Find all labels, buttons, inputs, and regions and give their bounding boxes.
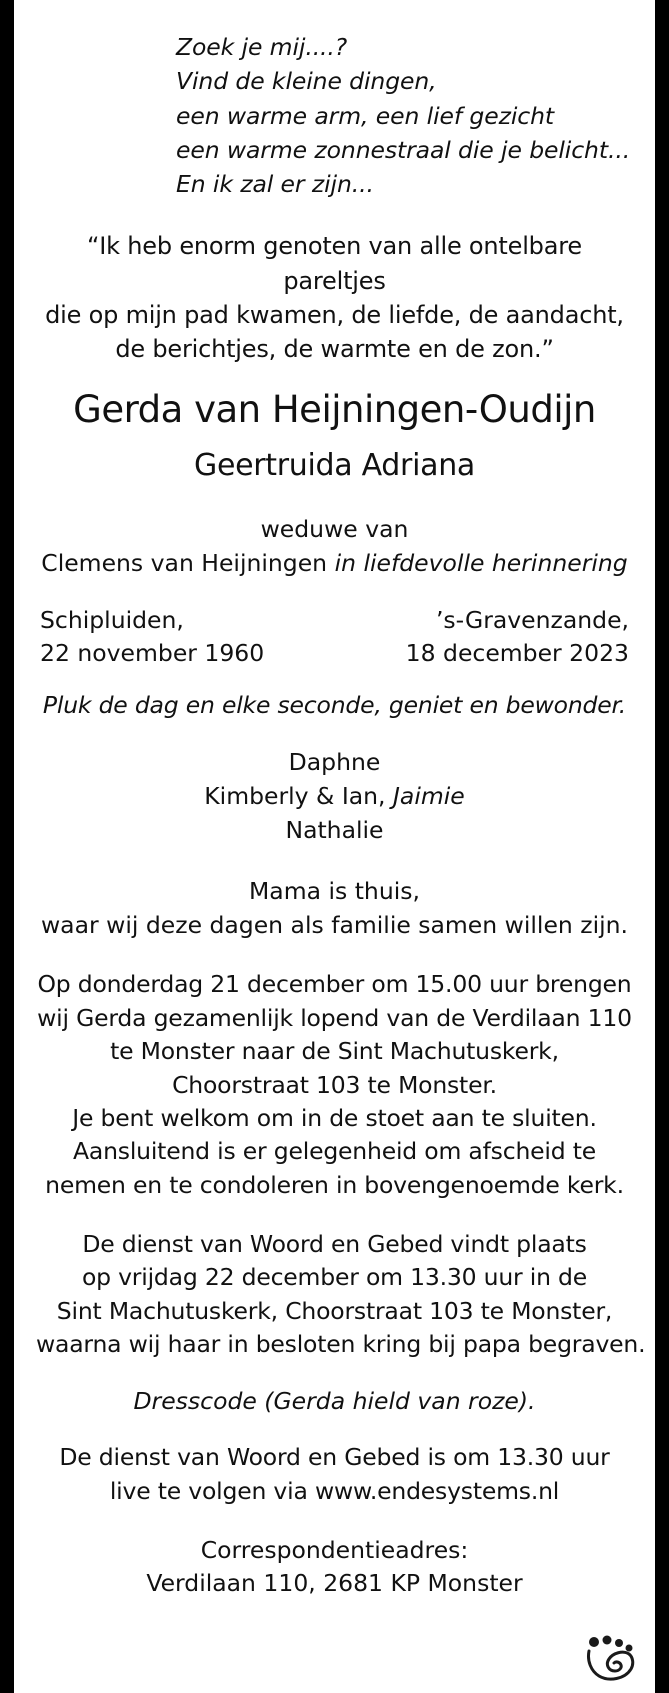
- birth-date: 22 november 1960: [40, 638, 265, 667]
- family-line: Nathalie: [285, 816, 384, 845]
- family-name-italic: Jaimie: [392, 782, 465, 811]
- correspondence-label: Correspondentieadres:: [200, 1536, 469, 1565]
- motto-text: Pluk de dag en elke seconde, geniet en bewonder.: [42, 691, 627, 720]
- home-note-line: waar wij deze dagen als familie samen willen zijn.: [40, 910, 629, 939]
- spouse-name: Clemens van Heijningen: [41, 548, 328, 577]
- poem-block: [176, 30, 633, 201]
- service-block: [36, 1228, 646, 1361]
- home-note-line: Mama is thuis,: [249, 877, 420, 906]
- quote-block: [36, 229, 633, 365]
- service-line: waarna wij haar in besloten kring bij papa begraven.: [36, 1330, 646, 1359]
- procession-line: te Monster naar de Sint Machutuskerk,: [110, 1037, 559, 1066]
- funeral-home-logo-icon: [585, 1635, 637, 1683]
- quote-line: die op mijn pad kwamen, de liefde, de aandacht,: [45, 300, 624, 329]
- livestream-line: live te volgen via www.endesystems.nl: [109, 1476, 560, 1505]
- quote-line: “Ik heb enorm genoten van alle ontelbare pareltjes: [87, 232, 582, 295]
- family-names: Kimberly & Ian,: [204, 782, 393, 811]
- quote-line: de berichtjes, de warmte en de zon.”: [115, 334, 554, 363]
- poem-line: een warme arm, een lief gezicht: [176, 101, 554, 130]
- service-line: op vrijdag 22 december om 13.30 uur in de: [81, 1263, 588, 1292]
- procession-block: [36, 968, 633, 1202]
- death-date: 18 december 2023: [405, 638, 629, 667]
- correspondence-block: [36, 1534, 633, 1601]
- correspondence-address: Verdilaan 110, 2681 KP Monster: [146, 1569, 523, 1598]
- livestream-line: De dienst van Woord en Gebed is om 13.30 uur: [59, 1443, 610, 1472]
- procession-line: Choorstraat 103 te Monster.: [172, 1070, 497, 1099]
- poem-line: Zoek je mij....?: [176, 33, 348, 61]
- death-block: [406, 604, 629, 669]
- service-line: Sint Machutuskerk, Choorstraat 103 te Monster,: [56, 1296, 613, 1325]
- poem-line: En ik zal er zijn...: [176, 170, 374, 199]
- dates-block: [36, 604, 633, 669]
- spouse-suffix: in liefdevolle herinnering: [334, 548, 628, 577]
- widow-block: [36, 513, 633, 580]
- livestream-block: [36, 1441, 633, 1508]
- deceased-name: Gerda van Heijningen-Oudijn: [73, 387, 596, 431]
- procession-line: wij Gerda gezamenlijk lopend van de Verdilaan 110: [37, 1003, 632, 1032]
- poem-line: Vind de kleine dingen,: [176, 67, 437, 96]
- poem-line: een warme zonnestraal die je belicht...: [176, 135, 631, 164]
- service-line: De dienst van Woord en Gebed vindt plaats: [82, 1229, 587, 1258]
- birth-block: [40, 604, 264, 669]
- birth-place: Schipluiden,: [40, 606, 184, 635]
- procession-line: Je bent welkom om in de stoet aan te sluiten.: [72, 1103, 597, 1132]
- procession-line: Aansluitend is er gelegenheid om afscheid te: [73, 1137, 596, 1166]
- widow-label: weduwe van: [260, 515, 409, 544]
- obituary-card: [14, 0, 655, 1693]
- deceased-full-name: Geertruida Adriana: [194, 448, 475, 484]
- procession-line: Op donderdag 21 december om 15.00 uur brengen: [37, 970, 632, 999]
- dresscode-text: Dresscode (Gerda hield van roze).: [133, 1387, 536, 1416]
- family-line: Daphne: [288, 748, 381, 777]
- home-note-block: [36, 875, 633, 942]
- family-line: [36, 779, 633, 813]
- death-place: ’s-Gravenzande,: [435, 606, 629, 635]
- procession-line: nemen en te condoleren in bovengenoemde kerk.: [45, 1170, 624, 1199]
- family-block: [36, 745, 633, 847]
- spouse-line: [36, 547, 633, 580]
